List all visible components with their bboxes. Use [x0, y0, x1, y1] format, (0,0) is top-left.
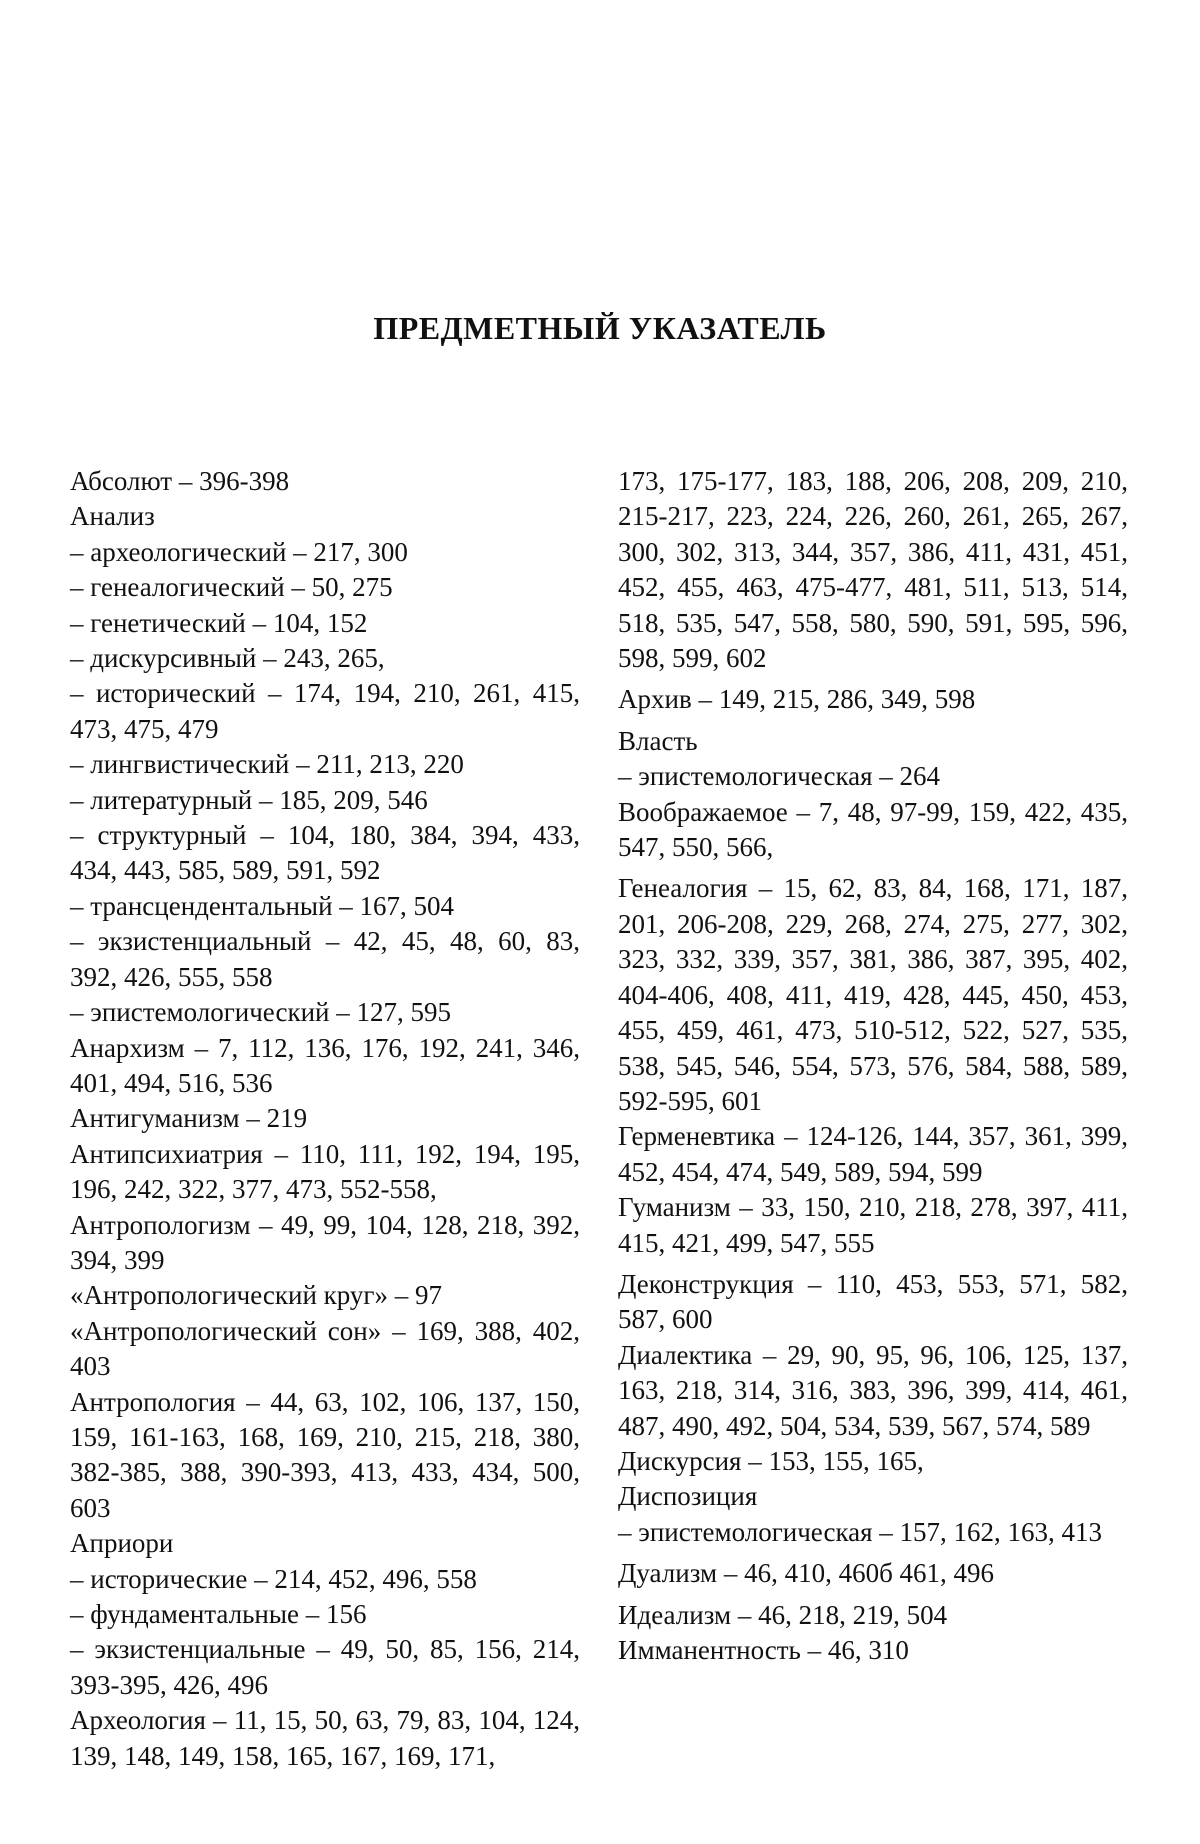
index-entry: – дискурсивный – 243, 265,: [70, 643, 385, 674]
index-entry: – исторические – 214, 452, 496, 558: [70, 1563, 477, 1594]
index-entry: – эпистемологический – 127, 595: [70, 997, 451, 1028]
index-entry: 173, 175-177, 183, 188, 206, 208, 209, 210, 215-217, 223, 224, 226, 260, 261, 265, 267, 300, 302, 313, 344, 357, 386, 411, 431, 451, 452, 455, 463, 475-477, 481, 511, 513, 514, 518, 535, 547, 558, 580, 590, 591, 595, 596, 598, 599, 602: [618, 466, 1128, 674]
page-title: ПРЕДМЕТНЫЙ УКАЗАТЕЛЬ: [373, 310, 827, 346]
index-column-left: [70, 464, 580, 1774]
index-entry: – эпистемологическая – 264: [618, 761, 941, 792]
index-entry: Анализ: [70, 501, 155, 532]
index-entry: Гуманизм – 33, 150, 210, 218, 278, 397, 411, 415, 421, 499, 547, 555: [618, 1192, 1128, 1258]
index-entry: Герменевтика – 124-126, 144, 357, 361, 399, 452, 454, 474, 549, 589, 594, 599: [618, 1121, 1128, 1187]
index-entry: «Антропологический круг» – 97: [70, 1280, 442, 1311]
index-entry: Археология – 11, 15, 50, 63, 79, 83, 104, 124, 139, 148, 149, 158, 165, 167, 169, 171,: [70, 1705, 580, 1771]
index-entry: – литературный – 185, 209, 546: [70, 784, 428, 815]
index-entry: – исторический – 174, 194, 210, 261, 415, 473, 475, 479: [70, 678, 580, 744]
index-entry: Анархизм – 7, 112, 136, 176, 192, 241, 346, 401, 494, 516, 536: [70, 1032, 580, 1098]
index-entry: Власть: [618, 725, 698, 756]
index-entry: «Антропологический сон» – 169, 388, 402, 403: [70, 1315, 580, 1382]
index-entry: Антропология – 44, 63, 102, 106, 137, 150, 159, 161-163, 168, 169, 210, 215, 218, 380, 382-385, 388, 390-393, 413, 433, 434, 500, 603: [70, 1386, 580, 1523]
index-entry: – генетический – 104, 152: [70, 607, 368, 638]
index-entry: Диспозиция: [618, 1481, 758, 1512]
index-entry: – генеалогический – 50, 275: [70, 572, 393, 603]
index-column-right: [618, 464, 1128, 1668]
index-entry: – лингвистический – 211, 213, 220: [70, 749, 464, 780]
index-entry: Антропологизм – 49, 99, 104, 128, 218, 392, 394, 399: [70, 1209, 580, 1275]
index-entry: Идеализм – 46, 218, 219, 504: [618, 1599, 948, 1630]
index-entry: Априори: [70, 1528, 174, 1559]
index-entry: – экзистенциальный – 42, 45, 48, 60, 83, 392, 426, 555, 558: [70, 926, 580, 992]
index-entry: Воображаемое – 7, 48, 97-99, 159, 422, 435, 547, 550, 566,: [618, 796, 1128, 863]
index-entry: – эпистемологическая – 157, 162, 163, 413: [618, 1516, 1103, 1547]
index-entry: Дуализм – 46, 410, 460б 461, 496: [618, 1558, 995, 1589]
index-entry: Диалектика – 29, 90, 95, 96, 106, 125, 137, 163, 218, 314, 316, 383, 396, 399, 414, 461, 487, 490, 492, 504, 534, 539, 567, 574, 589: [618, 1339, 1128, 1441]
index-entry: Антипсихиатрия – 110, 111, 192, 194, 195, 196, 242, 322, 377, 473, 552-558,: [70, 1138, 580, 1205]
index-entry: – археологический – 217, 300: [70, 536, 408, 567]
index-entry: Архив – 149, 215, 286, 349, 598: [618, 684, 976, 715]
index-entry: Антигуманизм – 219: [70, 1103, 308, 1134]
index-entry: Дискурсия – 153, 155, 165,: [618, 1445, 924, 1476]
index-entry: – трансцендентальный – 167, 504: [70, 890, 455, 921]
index-entry: Генеалогия – 15, 62, 83, 84, 168, 171, 187, 201, 206-208, 229, 268, 274, 275, 277, 302, 323, 332, 339, 357, 381, 386, 387, 395, 402, 404-406, 408, 411, 419, 428, 445, 450, 453, 455, 459, 461, 473, 510-512, 522, 527, 535, 538, 545, 546, 554, 573, 576, 584, 588, 589, 592-595, 601: [618, 873, 1128, 1116]
index-entry: – экзистенциальные – 49, 50, 85, 156, 214, 393-395, 426, 496: [70, 1634, 580, 1700]
index-entry: Деконструкция – 110, 453, 553, 571, 582, 587, 600: [618, 1268, 1128, 1335]
index-entry: – фундаментальные – 156: [70, 1599, 367, 1629]
index-entry: Имманентность – 46, 310: [618, 1635, 909, 1665]
index-entry: Абсолют – 396-398: [70, 466, 290, 496]
index-entry: – структурный – 104, 180, 384, 394, 433, 434, 443, 585, 589, 591, 592: [70, 820, 580, 886]
